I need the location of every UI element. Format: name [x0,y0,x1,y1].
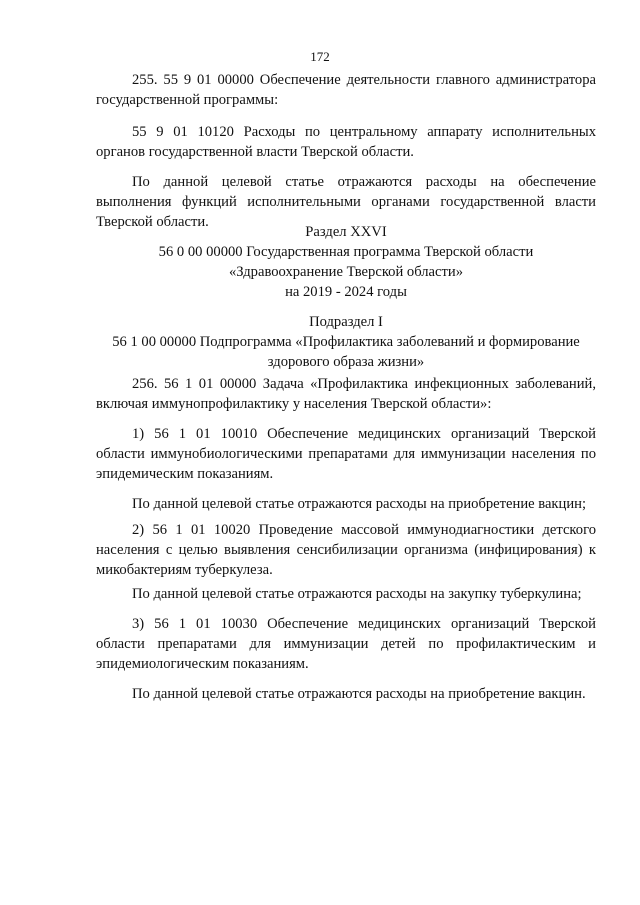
paragraph-expenses-note-4 [96,684,596,704]
paragraph-text: По данной целевой статье отражаются расходы на приобретение вакцин; [132,496,587,512]
subsection-program-line-2: здорового образа жизни» [267,354,425,370]
paragraph-text: По данной целевой статье отражаются расходы на закупку туберкулина; [132,586,582,602]
page-number: 172 [310,49,330,64]
section-program-years: на 2019 - 2024 годы [285,284,407,300]
paragraph-text: 1) 56 1 01 10010 Обеспечение медицинских организаций Тверской области иммунобиологическими препаратами для иммунизации населения по эпидемическим показаниям. [96,426,596,482]
paragraph-text: 3) 56 1 01 10030 Обеспечение медицинских организаций Тверской области препаратами для иммунизации детей по профилактическим и эпидемиологическим показаниям. [96,616,596,672]
paragraph-256 [96,374,596,414]
paragraph-text: 256. 56 1 01 00000 Задача «Профилактика инфекционных заболеваний, включая иммунопрофилактику у населения Тверской области»: [96,376,596,412]
subsection-title: Подраздел I [309,314,383,330]
paragraph-expenses-note-3 [96,584,596,604]
paragraph-text: 255. 55 9 01 00000 Обеспечение деятельности главного администратора государственной программы: [96,72,596,108]
paragraph-56-1-01-10010 [96,424,596,484]
section-heading [96,222,596,302]
paragraph-56-1-01-10030 [96,614,596,674]
section-title: Раздел XXVI [305,224,387,240]
paragraph-text: По данной целевой статье отражаются расходы на приобретение вакцин. [132,686,586,702]
paragraph-expenses-note-2 [96,494,596,514]
paragraph-text: 55 9 01 10120 Расходы по центральному аппарату исполнительных органов государственной власти Тверской области. [96,124,596,160]
subsection-heading [96,312,596,372]
paragraph-56-1-01-10020 [96,520,596,580]
section-program-name: «Здравоохранение Тверской области» [229,264,463,280]
paragraph-55-9-01-10120 [96,122,596,162]
subsection-program-line: 56 1 00 00000 Подпрограмма «Профилактика заболеваний и формирование [112,334,580,350]
paragraph-text: По данной целевой статье отражаются расходы на обеспечение выполнения функций исполнительными органами государственной власти Тверской области. [96,174,596,230]
section-program-code: 56 0 00 00000 Государственная программа Тверской области [158,244,534,260]
paragraph-255 [96,70,596,110]
paragraph-text: 2) 56 1 01 10020 Проведение массовой иммунодиагностики детского населения с целью выявления сенсибилизации организма (инфицирования) к микобактериям туберкулеза. [96,522,596,578]
